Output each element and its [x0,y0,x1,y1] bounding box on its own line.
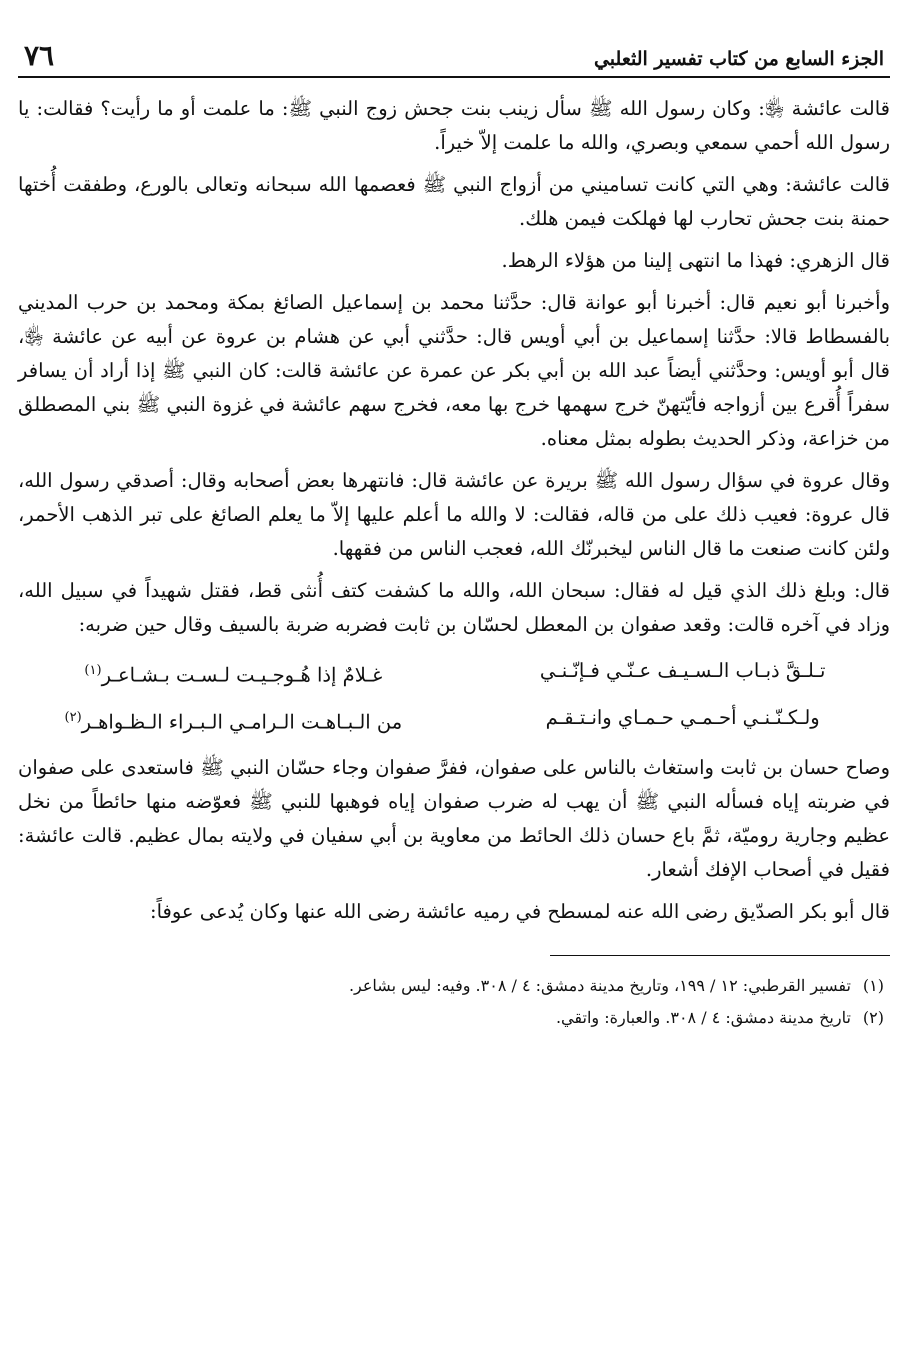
verse-second-text: غـلامٌ إذا هُـوجـيـت لـسـت بـشـاعـر [101,663,383,687]
paragraph: قالت عائشة ﵂: وكان رسول الله ﷺ سأل زينب بنت جحش زوج النبي ﷺ: ما علمت أو ما رأيت؟ فقالت: يا رسول الله أحمي سمعي وبصري، والله ما علمت إلاّ خيراً. [18,97,890,154]
footnotes [18,970,890,1034]
poem [18,650,890,743]
verse-line [18,697,890,744]
footnote-number: (١) [862,976,884,995]
paragraph: وصاح حسان بن ثابت واستغاث بالناس على صفوان، ففرَّ صفوان وجاء حسّان النبي ﷺ فاستعدى على صفوان في ضربته إياه فسأله النبي ﷺ أن يهب له ضرب صفوان إياه فوهبها للنبي ﷺ فعوّضه منها حائطاً من نخل عظيم وجارية روميّة، ثمَّ باع حسان ذلك الحائط من معاوية بن أبي سفيان في ولايته بمال عظيم. قالت عائشة: فقيل في أصحاب الإفك أشعار. [18,756,890,881]
footnote-text: تاريخ مدينة دمشق: ٤ / ٣٠٨. والعبارة: واتقي. [555,1008,851,1027]
footnote [18,1002,890,1034]
footnote-divider [550,955,890,956]
paragraph: قال: وبلغ ذلك الذي قيل له فقال: سبحان الله، والله ما كشفت كتف أُنثى قط، فقتل شهيداً في سبيل الله، وزاد في آخره قالت: وقعد صفوان بن المعطل لحسّان بن ثابت فضربه ضربة بالسيف وقال حين ضربه: [18,579,890,636]
paragraph: قالت عائشة: وهي التي كانت تساميني من أزواج النبي ﷺ فعصمها الله سبحانه وتعالى بالورع، وطفقت أُختها حمنة بنت جحش تحارب لها فهلكت فيمن هلك. [18,173,890,230]
verse-second-hemistich [26,650,441,697]
footnote-number: (٢) [862,1008,884,1027]
page-header [18,36,890,78]
running-title: الجزء السابع من كتاب تفسير الثعلبي [593,48,884,70]
verse-second-text: من الـبـاهـت الـرامـي الـبـراء الـظـواهـر [81,710,403,733]
footnote-text: تفسير القرطبي: ١٢ / ١٩٩، وتاريخ مدينة دمشق: ٤ / ٣٠٨. وفيه: ليس بشاعر. [348,976,851,995]
footnote-marker: (١) [84,663,102,678]
paragraph: وأخبرنا أبو نعيم قال: أخبرنا أبو عوانة قال: حدَّثنا محمد بن إسماعيل الصائغ بمكة ومحمد بن حرب المديني بالفسطاط قالا: حدَّثنا إسماعيل بن أبي أويس قال: حدَّثني أبي عن هشام بن عروة عن أبيه عن عائشة ﵂، قال أبو أويس: وحدَّثني أيضاً عبد الله بن أبي بكر عن عمرة عن عائشة قالت: كان النبي ﷺ إذا أراد أن يسافر سفراً أُقرع بين أزواجه فأيّتهنّ خرج سهمها خرج بها معه، فخرج سهم عائشة في غزوة النبي ﷺ بني المصطلق من خزاعة، وذكر الحديث بطوله بمثل معناه. [18,291,890,450]
page-number: ٧٦ [24,39,55,72]
verse-second-hemistich [26,697,441,744]
paragraph: قال أبو بكر الصدّيق رضى الله عنه لمسطح في رميه عائشة رضى الله عنها وكان يُدعى عوفاً: [150,900,890,923]
paragraph: قال الزهري: فهذا ما انتهى إلينا من هؤلاء الرهط. [501,249,890,272]
verse-first-hemistich: ولـكـنّـنـي أحـمـي حـمـاي وانـتـقـم [545,705,820,729]
page-body [18,92,890,929]
verse-first-hemistich: تـلـقَّ ذبـاب الـسـيـف عـنّـي فـإنّـنـي [539,659,826,682]
paragraph: وقال عروة في سؤال رسول الله ﷺ بريرة عن عائشة قال: فانتهرها بعض أصحابه وقال: أصدقي رسول الله، قال عروة: فعيب ذلك على من قاله، فقالت: لا والله ما أعلم عليها إلاّ ما يعلم الصائغ على تبر الذهب الأحمر، ولئن كانت صنعت ما قال الناس ليخبرنّك الله، فعجب الناس من فقهها. [18,469,890,560]
verse-line [18,650,890,697]
footnote-marker: (٢) [64,709,82,725]
footnote [18,970,890,1002]
